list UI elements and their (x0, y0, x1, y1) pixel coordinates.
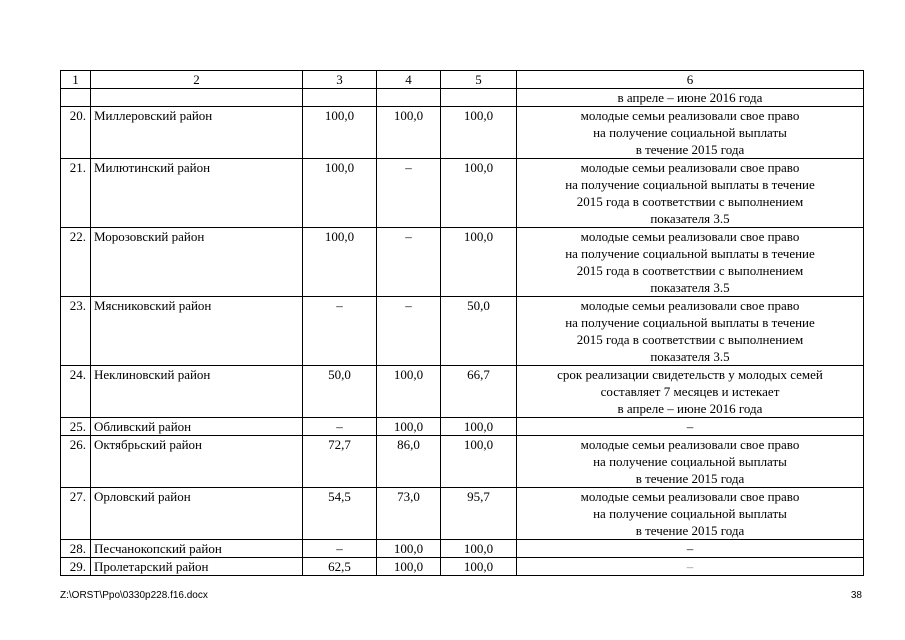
continuation-note: в апреле – июне 2016 года (517, 89, 864, 107)
note-line: показателя 3.5 (650, 211, 730, 226)
note-line: молодые семьи реализовали свое право (580, 437, 800, 452)
value-col-4: 100,0 (377, 558, 441, 576)
row-number: 21. (61, 159, 91, 228)
report-table (60, 70, 864, 576)
row-number: 28. (61, 540, 91, 558)
row-number: 24. (61, 366, 91, 418)
note-line: – (686, 559, 694, 574)
note-cell (517, 107, 864, 159)
value-col-5: 50,0 (441, 297, 517, 366)
note-cell (517, 436, 864, 488)
note-line: в течение 2015 года (635, 523, 745, 538)
value-col-5: 100,0 (441, 418, 517, 436)
note-line: на получение социальной выплаты (593, 506, 787, 521)
note-line: на получение социальной выплаты в течение (565, 246, 815, 261)
note-line: – (686, 419, 694, 434)
table-row (61, 436, 864, 488)
table-row (61, 228, 864, 297)
header-cell-2: 2 (91, 71, 303, 89)
header-cell-5: 5 (441, 71, 517, 89)
district-name: Морозовский район (91, 228, 303, 297)
value-col-4: 100,0 (377, 366, 441, 418)
district-name: Обливский район (91, 418, 303, 436)
table-row (61, 418, 864, 436)
district-name: Пролетарский район (91, 558, 303, 576)
note-line: в течение 2015 года (635, 471, 745, 486)
table-row (61, 297, 864, 366)
value-col-4: 100,0 (377, 107, 441, 159)
district-name: Миллеровский район (91, 107, 303, 159)
value-col-4: 100,0 (377, 540, 441, 558)
value-col-3: 62,5 (303, 558, 377, 576)
note-line: на получение социальной выплаты в течение (565, 315, 815, 330)
table-row (61, 366, 864, 418)
value-col-3: – (303, 540, 377, 558)
note-line: составляет 7 месяцев и истекает (600, 384, 780, 399)
header-cell-1: 1 (61, 71, 91, 89)
header-row (61, 71, 864, 89)
value-col-5: 100,0 (441, 107, 517, 159)
district-name: Октябрьский район (91, 436, 303, 488)
header-cell-4: 4 (377, 71, 441, 89)
note-line: показателя 3.5 (650, 349, 730, 364)
empty-cell (441, 89, 517, 107)
table-row (61, 540, 864, 558)
note-cell (517, 488, 864, 540)
value-col-5: 100,0 (441, 558, 517, 576)
value-col-5: 100,0 (441, 436, 517, 488)
value-col-3: 100,0 (303, 159, 377, 228)
value-col-5: 100,0 (441, 159, 517, 228)
empty-cell (303, 89, 377, 107)
value-col-5: 100,0 (441, 228, 517, 297)
note-line: показателя 3.5 (650, 280, 730, 295)
continuation-row (61, 89, 864, 107)
note-line: в течение 2015 года (635, 142, 745, 157)
value-col-4: – (377, 159, 441, 228)
value-col-4: – (377, 297, 441, 366)
table-row (61, 488, 864, 540)
value-col-3: 50,0 (303, 366, 377, 418)
header-cell-3: 3 (303, 71, 377, 89)
district-name: Песчанокопский район (91, 540, 303, 558)
table-row (61, 159, 864, 228)
district-name: Орловский район (91, 488, 303, 540)
note-cell (517, 159, 864, 228)
row-number: 29. (61, 558, 91, 576)
note-cell (517, 297, 864, 366)
table-row (61, 558, 864, 576)
page-number: 38 (850, 590, 862, 601)
note-line: молодые семьи реализовали свое право (580, 108, 800, 123)
note-line: 2015 года в соответствии с выполнением (576, 194, 804, 209)
value-col-3: 100,0 (303, 107, 377, 159)
value-col-5: 100,0 (441, 540, 517, 558)
footer-file-path: Z:\ORST\Ppo\0330p228.f16.docx (60, 590, 208, 601)
row-number: 27. (61, 488, 91, 540)
note-line: 2015 года в соответствии с выполнением (576, 263, 804, 278)
note-line: молодые семьи реализовали свое право (580, 489, 800, 504)
value-col-4: 86,0 (377, 436, 441, 488)
district-name: Милютинский район (91, 159, 303, 228)
empty-cell (91, 89, 303, 107)
empty-cell (61, 89, 91, 107)
note-line: молодые семьи реализовали свое право (580, 298, 800, 313)
row-number: 20. (61, 107, 91, 159)
note-cell (517, 540, 864, 558)
note-line: на получение социальной выплаты (593, 454, 787, 469)
note-cell (517, 366, 864, 418)
note-line: срок реализации свидетельств у молодых семей (557, 367, 823, 382)
district-name: Мясниковский район (91, 297, 303, 366)
note-cell (517, 228, 864, 297)
row-number: 26. (61, 436, 91, 488)
note-line: – (686, 541, 694, 556)
header-cell-6: 6 (517, 71, 864, 89)
value-col-3: 100,0 (303, 228, 377, 297)
empty-cell (377, 89, 441, 107)
value-col-3: – (303, 418, 377, 436)
value-col-3: 54,5 (303, 488, 377, 540)
value-col-5: 95,7 (441, 488, 517, 540)
note-line: на получение социальной выплаты в течение (565, 177, 815, 192)
value-col-5: 66,7 (441, 366, 517, 418)
value-col-4: 73,0 (377, 488, 441, 540)
note-line: молодые семьи реализовали свое право (580, 160, 800, 175)
row-number: 25. (61, 418, 91, 436)
note-cell (517, 558, 864, 576)
note-line: молодые семьи реализовали свое право (580, 229, 800, 244)
district-name: Неклиновский район (91, 366, 303, 418)
note-line: 2015 года в соответствии с выполнением (576, 332, 804, 347)
row-number: 22. (61, 228, 91, 297)
value-col-4: 100,0 (377, 418, 441, 436)
note-line: в апреле – июне 2016 года (617, 401, 763, 416)
value-col-3: 72,7 (303, 436, 377, 488)
value-col-3: – (303, 297, 377, 366)
value-col-4: – (377, 228, 441, 297)
note-line: на получение социальной выплаты (593, 125, 787, 140)
row-number: 23. (61, 297, 91, 366)
table-row (61, 107, 864, 159)
note-cell (517, 418, 864, 436)
